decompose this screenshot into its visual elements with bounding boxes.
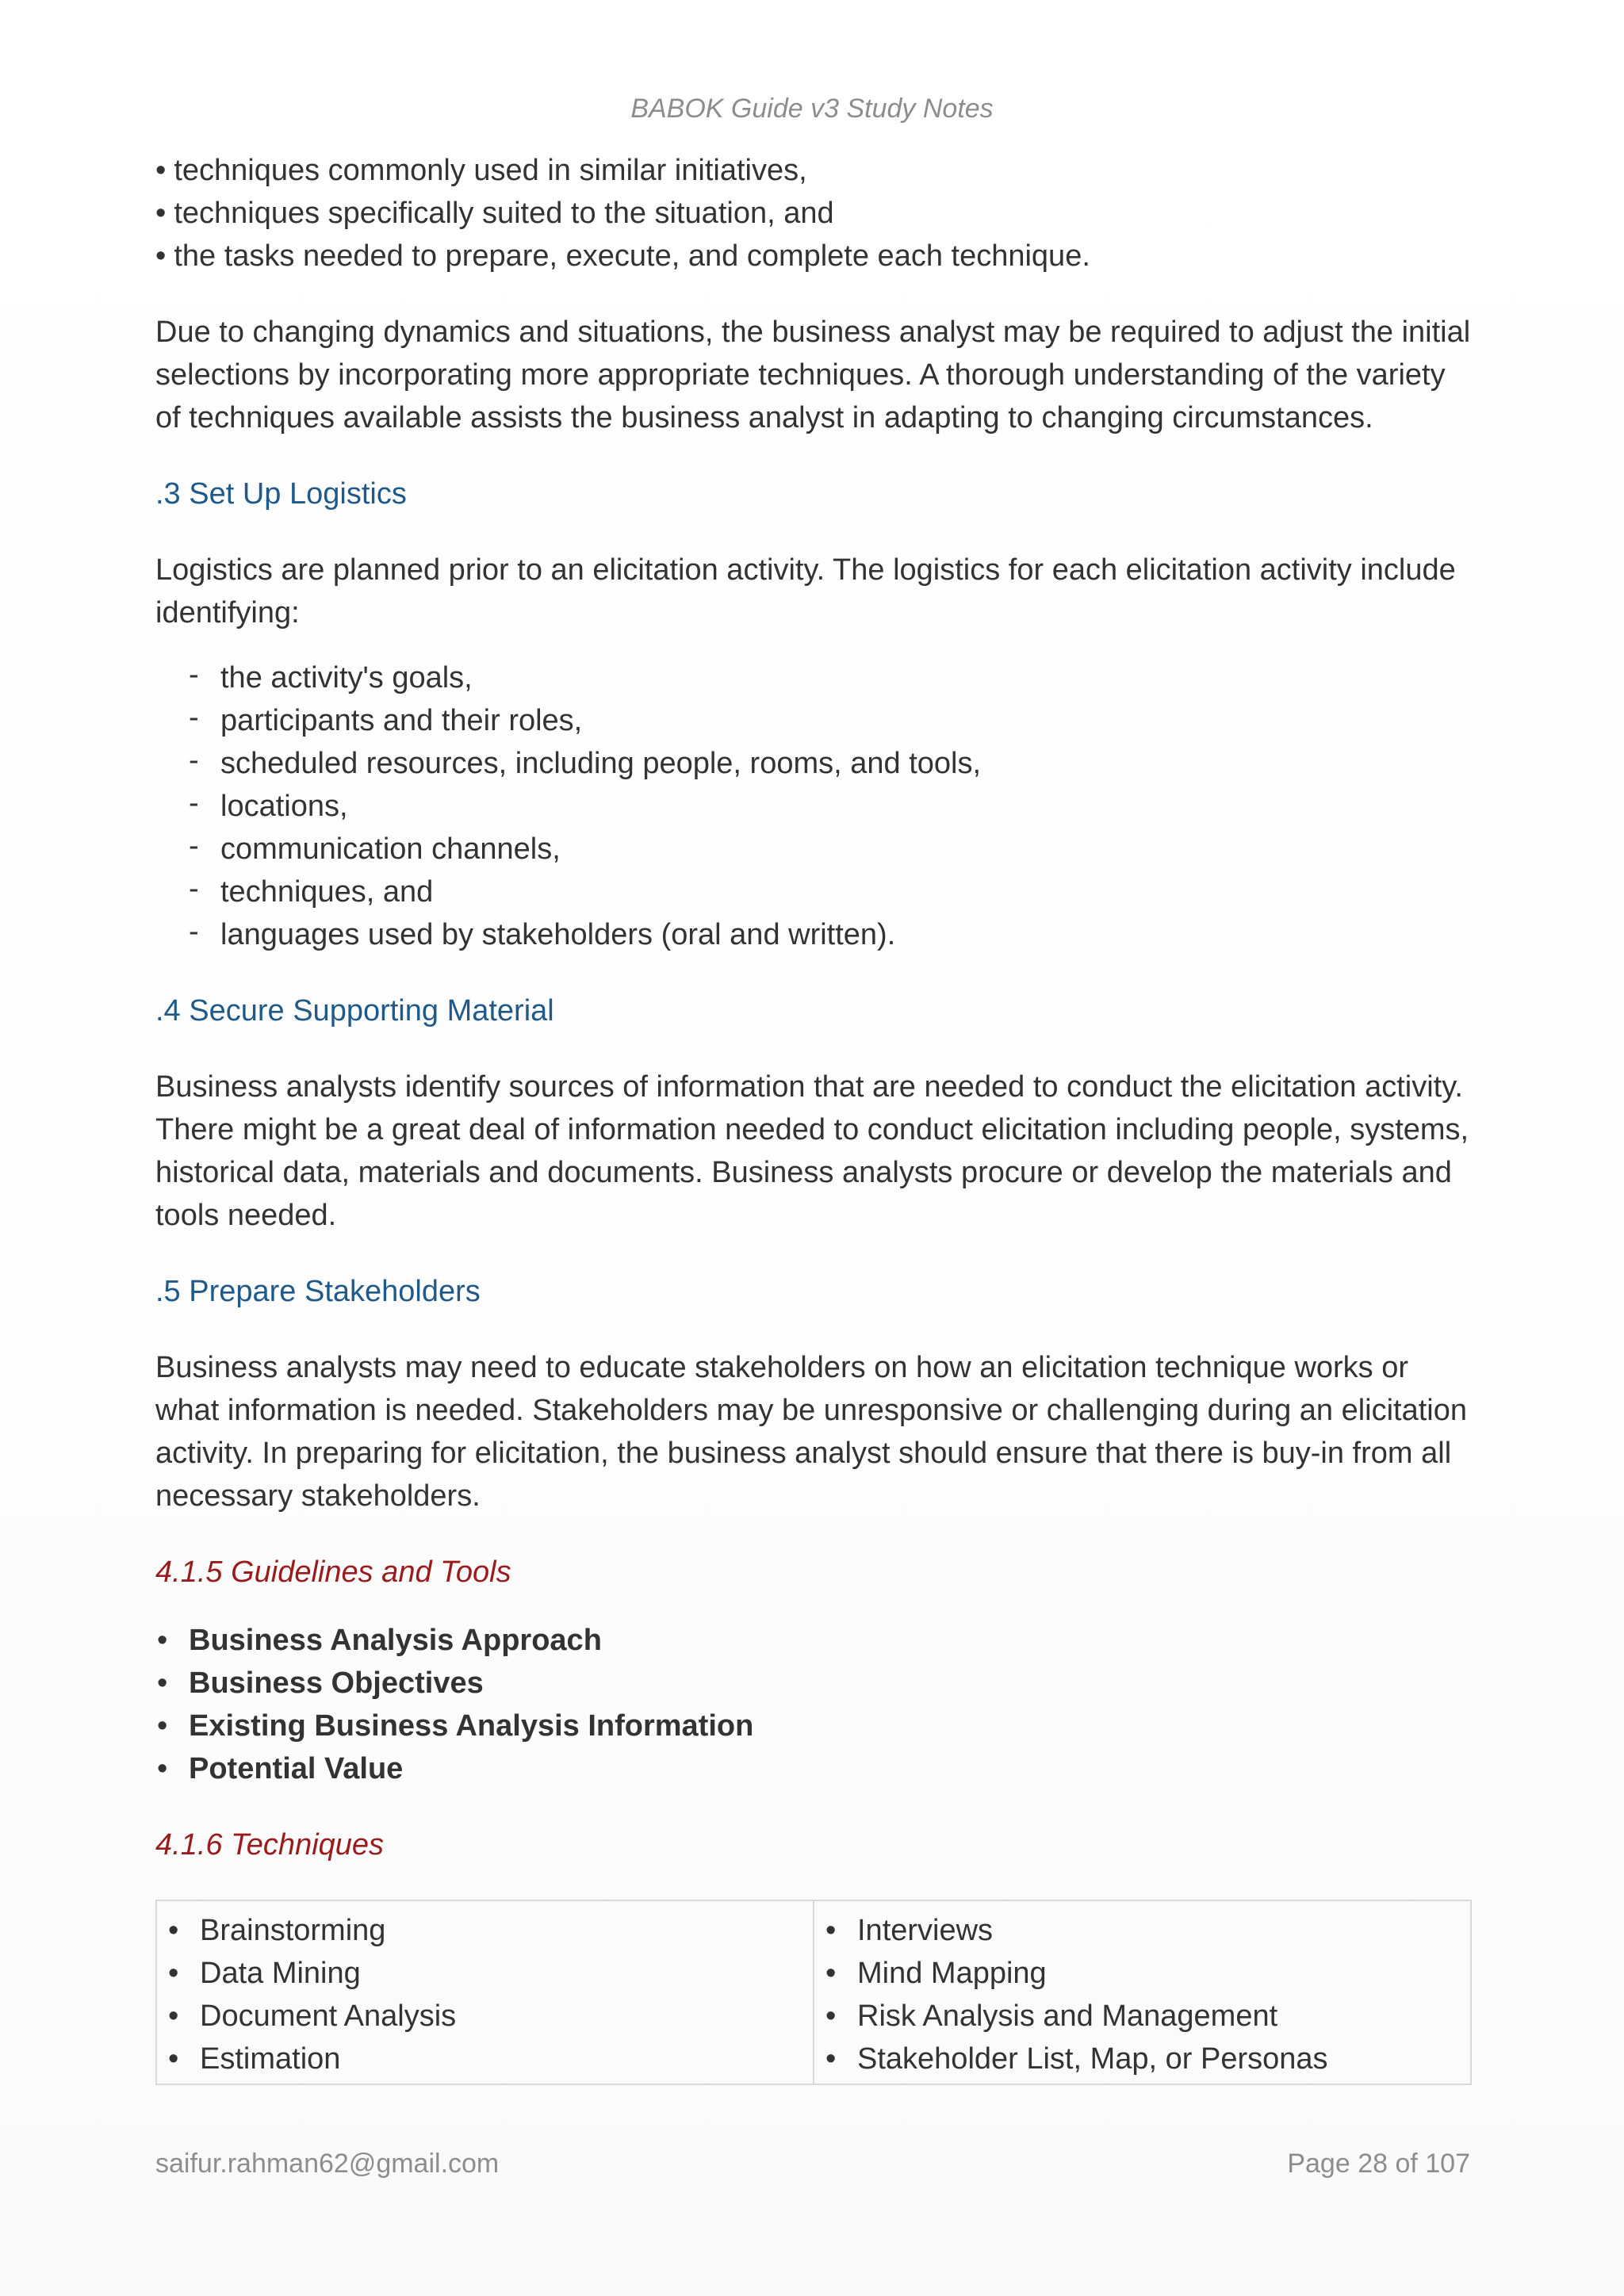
logistics-list [155, 656, 1472, 956]
techniques-table [155, 1900, 1472, 2085]
paragraph-prepare-stakeholders: Business analysts may need to educate stakeholders on how an elicitation technique works or what information is needed. Stakeholders may be unresponsive or challenging during an elicitation activity. In preparing for elicitation, the business analyst should ensure that there is buy-in from all necessary stakeholders. [155, 1351, 1468, 1513]
guidelines-list [155, 1619, 1472, 1790]
list-item: - participants and their roles, [220, 699, 1472, 742]
list-item: • Interviews [825, 1909, 1470, 1952]
techniques-right-cell [814, 1900, 1471, 2084]
heading-guidelines-and-tools: 4.1.5 Guidelines and Tools [155, 1556, 511, 1589]
heading-secure-supporting-material: .4 Secure Supporting Material [155, 994, 554, 1027]
intro-list [155, 149, 1472, 277]
paragraph-logistics: Logistics are planned prior to an elicitation activity. The logistics for each elicitation activity include identifying: [155, 553, 1456, 629]
heading-techniques: 4.1.6 Techniques [155, 1828, 385, 1862]
list-item: • Existing Business Analysis Information [189, 1705, 1472, 1747]
paragraph-supporting-material: Business analysts identify sources of information that are needed to conduct the elicitation activity. There might be a great deal of information needed to conduct elicitation including people, systems, historical data, materials and documents. Business analysts procure or develop the materials and tools needed. [155, 1070, 1469, 1232]
list-item: • Business Objectives [189, 1662, 1472, 1705]
list-item: • techniques commonly used in similar initiatives, [155, 149, 1472, 192]
list-item: - communication channels, [220, 828, 1472, 871]
list-item: • Brainstorming [168, 1909, 813, 1952]
table-row [156, 1900, 1471, 2084]
paragraph-dynamics: Due to changing dynamics and situations, the business analyst may be required to adjust the initial selections by incorporating more appropriate techniques. A thorough understanding of the variety of techniques available assists the business analyst in adapting to changing circumstances. [155, 316, 1471, 434]
list-item: • Mind Mapping [825, 1952, 1470, 1995]
list-item: • the tasks needed to prepare, execute, and complete each technique. [155, 235, 1472, 277]
list-item: • Business Analysis Approach [189, 1619, 1472, 1662]
list-item: - languages used by stakeholders (oral and written). [220, 913, 1472, 956]
list-item: - scheduled resources, including people, rooms, and tools, [220, 742, 1472, 785]
list-item: • Risk Analysis and Management [825, 1995, 1470, 2038]
running-header: BABOK Guide v3 Study Notes [630, 94, 994, 124]
list-item: - the activity's goals, [220, 656, 1472, 699]
list-item: - locations, [220, 785, 1472, 828]
list-item: - techniques, and [220, 871, 1472, 913]
footer-page-number: Page 28 of 107 [1287, 2149, 1470, 2179]
heading-set-up-logistics: .3 Set Up Logistics [155, 477, 407, 511]
techniques-left-cell [156, 1900, 814, 2084]
list-item: • Data Mining [168, 1952, 813, 1995]
list-item: • Document Analysis [168, 1995, 813, 2038]
heading-prepare-stakeholders: .5 Prepare Stakeholders [155, 1275, 481, 1308]
list-item: • Potential Value [189, 1747, 1472, 1790]
footer-email: saifur.rahman62@gmail.com [155, 2149, 500, 2179]
page-content [155, 149, 1472, 2085]
list-item: • techniques specifically suited to the situation, and [155, 192, 1472, 235]
list-item: • Estimation [168, 2038, 813, 2080]
list-item: • Stakeholder List, Map, or Personas [825, 2038, 1470, 2080]
